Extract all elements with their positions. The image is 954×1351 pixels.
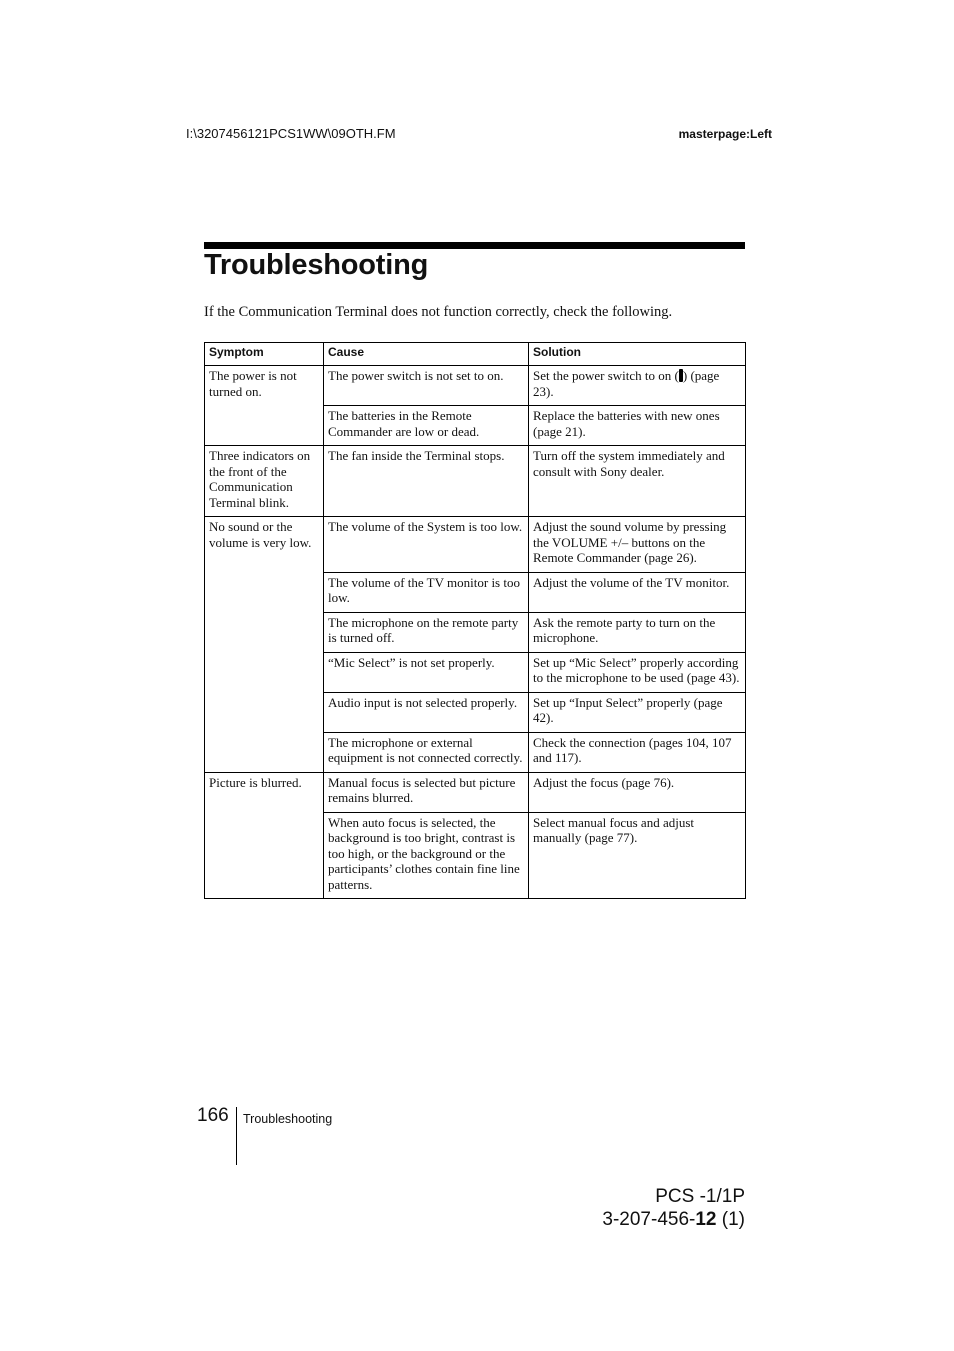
solution-cell: [529, 366, 746, 406]
file-path: I:\3207456121PCS1WW\09OTH.FM: [186, 126, 396, 141]
footer-divider: [236, 1107, 237, 1165]
table-row: [205, 366, 746, 406]
header-solution: Solution: [529, 343, 746, 366]
part-number-suffix: (1): [716, 1209, 745, 1230]
cause-cell: “Mic Select” is not set properly.: [324, 652, 529, 692]
solution-cell: Set up “Input Select” properly (page 42).: [529, 692, 746, 732]
solution-cell: Adjust the volume of the TV monitor.: [529, 572, 746, 612]
symptom-cell: No sound or the volume is very low.: [205, 517, 324, 773]
masterpage-label: masterpage:Left: [678, 127, 772, 141]
symptom-cell: Three indicators on the front of the Communication Terminal blink.: [205, 446, 324, 517]
cause-cell: Manual focus is selected but picture remains blurred.: [324, 772, 529, 812]
table-row: [205, 446, 746, 517]
intro-paragraph: If the Communication Terminal does not function correctly, check the following.: [204, 304, 673, 320]
solution-cell: Turn off the system immediately and consult with Sony dealer.: [529, 446, 746, 517]
table-header-row: [205, 343, 746, 366]
footer-section-title: Troubleshooting: [243, 1112, 333, 1126]
part-number-prefix: 3-207-456-: [602, 1209, 696, 1230]
table-row: [205, 517, 746, 573]
page-title: Troubleshooting: [204, 249, 429, 281]
part-number: [602, 1209, 745, 1231]
cause-cell: The volume of the TV monitor is too low.: [324, 572, 529, 612]
solution-text: Set the power switch to on (: [533, 368, 679, 383]
solution-cell: Adjust the sound volume by pressing the VOLUME +/– buttons on the Remote Commander (page 26).: [529, 517, 746, 573]
cause-cell: The batteries in the Remote Commander are low or dead.: [324, 406, 529, 446]
model-label: PCS -1/1P: [655, 1186, 745, 1207]
cause-cell: The power switch is not set to on.: [324, 366, 529, 406]
table-row: [205, 772, 746, 812]
solution-cell: Select manual focus and adjust manually (page 77).: [529, 812, 746, 899]
solution-cell: Ask the remote party to turn on the microphone.: [529, 612, 746, 652]
cause-cell: The volume of the System is too low.: [324, 517, 529, 573]
symptom-cell: The power is not turned on.: [205, 366, 324, 446]
cause-cell: The microphone or external equipment is not connected correctly.: [324, 732, 529, 772]
solution-cell: Check the connection (pages 104, 107 and 117).: [529, 732, 746, 772]
cause-cell: Audio input is not selected properly.: [324, 692, 529, 732]
header-symptom: Symptom: [205, 343, 324, 366]
symptom-cell: Picture is blurred.: [205, 772, 324, 899]
cause-cell: When auto focus is selected, the background is too bright, contrast is too high, or the background or the participants’ clothes contain fine line patterns.: [324, 812, 529, 899]
header-cause: Cause: [324, 343, 529, 366]
solution-cell: Set up “Mic Select” properly according to the microphone to be used (page 43).: [529, 652, 746, 692]
solution-text: ) (page 23).: [533, 368, 720, 399]
cause-cell: The microphone on the remote party is turned off.: [324, 612, 529, 652]
cause-cell: The fan inside the Terminal stops.: [324, 446, 529, 517]
title-rule: [204, 242, 745, 249]
part-number-bold: 12: [695, 1209, 717, 1230]
troubleshooting-table: [204, 342, 746, 899]
solution-cell: Adjust the focus (page 76).: [529, 772, 746, 812]
solution-cell: Replace the batteries with new ones (page 21).: [529, 406, 746, 446]
page-number: 166: [197, 1105, 229, 1126]
